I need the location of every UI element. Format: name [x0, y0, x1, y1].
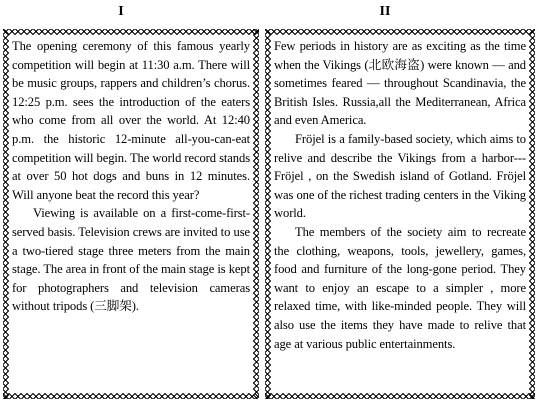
passage-2-text: [274, 37, 526, 353]
zigzag-border-bottom: [265, 393, 535, 399]
zigzag-border-bottom: [3, 393, 259, 399]
passage-panel-1: [3, 29, 259, 399]
passage-1-text: [12, 37, 250, 316]
passage-2-paragraph-3: The members of the society aim to recreate the clothing, weapons, tools, jewellery, games, food and furniture of the long-gone period. They want to enjoy an escape to a simpler , more relaxed time, with like-minded people. They will also use the items they have made to relive that age at various public entertainments.: [274, 224, 526, 351]
passage-2-paragraph-2: Fröjel is a family-based society, which aims to relive and describe the Vikings from a harbor---Fröjel , on the Swedish island of Gotland. Fröjel was one of the richest trading centers in the Viking world.: [274, 131, 526, 221]
zigzag-border-left: [3, 29, 9, 399]
column-heading-2: II: [379, 4, 391, 19]
passage-1-paragraph-1: The opening ceremony of this famous yearly competition will begin at 11:30 a.m. There will be music groups, rappers and children’s chorus. 12:25 p.m. sees the introduction of the eaters who come from all over the world. At 12:40 p.m. the historic 12-minute all-you-can-eat competition will begin. The world record stands at over 50 hot dogs and buns in 12 minutes. Will anyone beat the record this year?: [12, 39, 250, 202]
zigzag-border-right: [529, 29, 535, 399]
zigzag-border-left: [265, 29, 271, 399]
column-heading-1: I: [118, 4, 124, 19]
passage-2-paragraph-1: Few periods in history are as exciting as the time when the Vikings (北欧海盗) were known — and sometimes feared — throughout Scandinavia, the British Isles. Russia,all the Mediterranean, Africa and even America.: [274, 39, 526, 128]
zigzag-border-right: [253, 29, 259, 399]
passage-1-paragraph-2: Viewing is available on a first-come-first- served basis. Television crews are invited to use a two-tiered stage three meters from the main stage. The area in front of the main stage is kept for photographers and television cameras without tripods (三脚架).: [12, 206, 250, 314]
zigzag-border-top: [3, 29, 259, 35]
passage-panel-2: [265, 29, 535, 399]
zigzag-border-top: [265, 29, 535, 35]
